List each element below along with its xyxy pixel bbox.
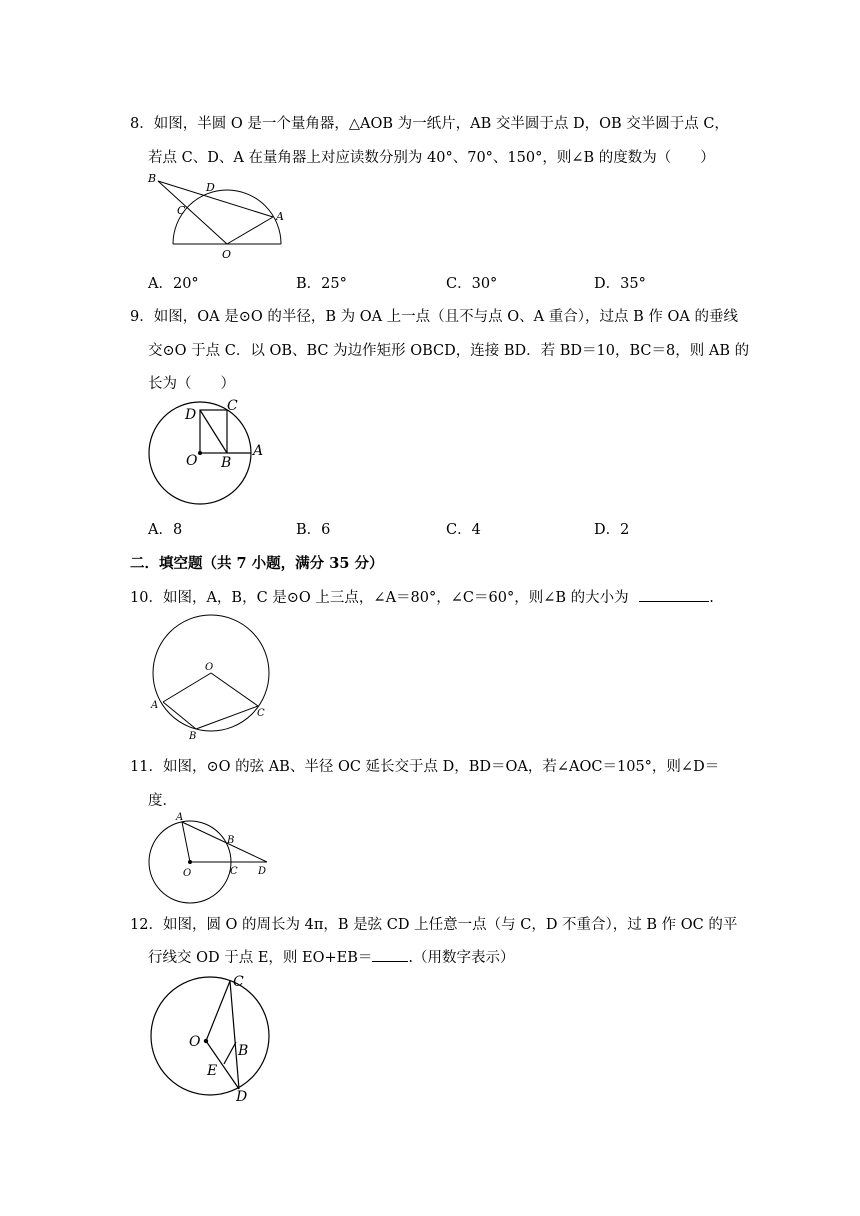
q9-option-d: D．2 [594,522,630,538]
q8-label-C: C [177,204,186,217]
q9-label-D: D [185,407,197,423]
q8-stem-line2: 若点 C、D、A 在量角器上对应读数分别为 40°、70°、150°，则∠B 的度数为（ ） [148,150,715,166]
q9-label-B: B [221,455,232,471]
q9-label-C: C [227,398,238,414]
q10-figure [148,612,276,740]
q9-stem-line3: 长为（ ） [148,376,235,392]
q9-option-a: A．8 [148,522,183,538]
section-title: 二．填空题（共 7 小题，满分 35 分） [130,555,384,572]
q8-stem-line1: 8．如图，半圆 O 是一个量角器，△AOB 为一纸片，AB 交半圆于点 D，OB 交半圆于点 C， [130,116,729,132]
q9-option-c: C．4 [446,522,481,538]
q10-label-O: O [205,662,214,673]
q11-stem-line2: 度． [148,793,177,809]
q9-option-b: B．6 [296,522,331,538]
q12-label-E: E [207,1063,218,1079]
q12-label-B: B [238,1043,249,1059]
q12-figure [148,970,278,1105]
q8-figure [140,170,290,265]
q12-stem-text: 行线交 OD 于点 E，则 EO+EB＝ [148,950,373,966]
q8-line-OA [227,217,273,244]
q8-option-d: D．35° [594,276,646,292]
q11-label-B: B [227,835,235,846]
q11-figure [145,810,275,905]
q9-center-dot [198,451,202,455]
q9-stem-line1: 9．如图，OA 是⊙O 的半径，B 为 OA 上一点（且不与点 O、A 重合），过点 B 作 OA 的垂线 [130,309,738,325]
q10-line-OA [163,673,211,702]
q10-stem-text: 10．如图，A，B，C 是⊙O 上三点，∠A＝80°，∠C＝60°，则∠B 的大小为 [130,590,629,606]
q11-label-O: O [183,868,192,879]
q12-answer-blank[interactable] [372,949,408,962]
q9-line-BD [200,410,227,453]
q10-stem-line1 [130,586,714,607]
q11-line-OA [182,822,190,862]
q8-option-b: B．25° [296,276,347,292]
q8-label-O: O [222,248,232,261]
q8-option-a: A．20° [148,276,199,292]
q11-label-D: D [258,866,267,877]
q12-line-EB [224,1042,236,1064]
q11-center-dot [188,860,192,864]
q9-label-A: A [253,443,264,459]
q8-label-B: B [148,172,157,185]
q11-label-C: C [230,866,238,877]
q8-option-c: C．30° [446,276,498,292]
q8-line-BA [158,181,273,217]
q10-line-AB [163,702,196,729]
q12-label-O: O [189,1034,201,1050]
q10-line-OC [211,673,258,706]
q10-label-A: A [151,700,159,711]
q12-label-D: D [236,1089,248,1105]
q10-label-C: C [257,708,265,719]
q8-label-D: D [206,181,215,194]
q12-stem-line2 [148,946,515,967]
q12-stem-line1: 12．如图，圆 O 的周长为 4π，B 是弦 CD 上任意一点（与 C，D 不重合），过 B 作 OC 的平 [130,917,738,933]
q9-stem-line2: 交⊙O 于点 C．以 OB、BC 为边作矩形 OBCD，连接 BD．若 BD＝10，BC＝8，则 AB 的 [148,343,750,359]
q12-chord-CD [230,981,239,1089]
q8-semicircle [173,190,281,244]
q9-label-O: O [186,453,198,469]
q11-stem-line1: 11．如图，⊙O 的弦 AB、半径 OC 延长交于点 D，BD＝OA，若∠AOC＝105°，则∠D＝ [130,759,720,775]
q12-center-dot [204,1039,208,1043]
q12-line-OC [206,981,230,1041]
q9-figure [145,397,270,507]
q8-label-A: A [276,210,284,223]
q11-line-AD [182,822,267,862]
q12-stem-end: .（用数字表示） [408,950,515,966]
q10-label-B: B [189,731,197,742]
q12-label-C: C [233,974,244,990]
q11-label-A: A [176,812,184,823]
q10-answer-blank[interactable] [639,589,709,602]
q10-stem-end: . [709,590,714,606]
